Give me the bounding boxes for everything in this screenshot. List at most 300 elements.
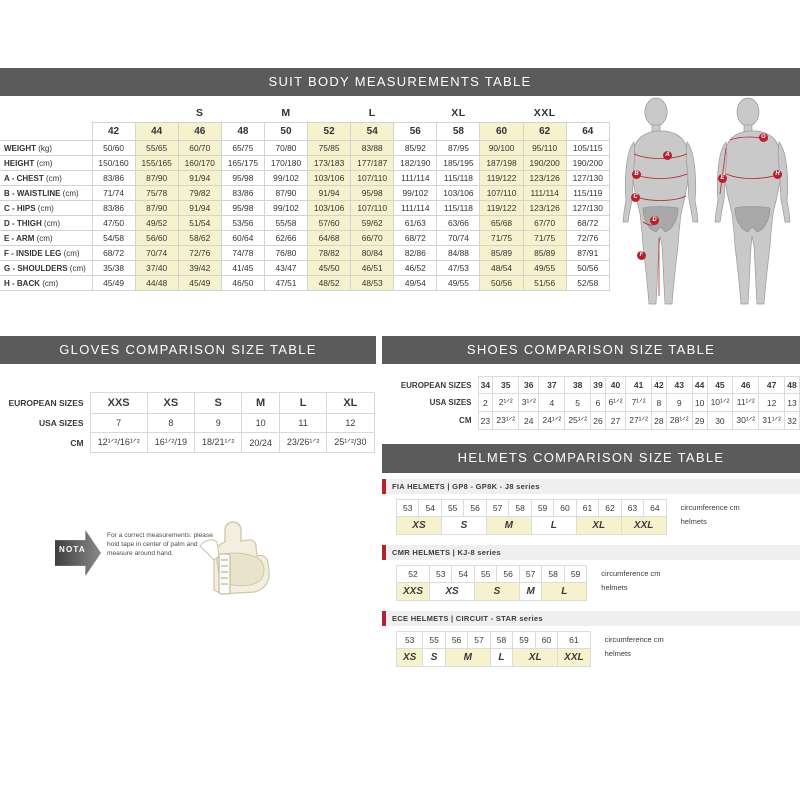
- shoes-eu-size: 34: [478, 377, 493, 394]
- helmet-circumference-row: [397, 631, 591, 648]
- suit-measurement-cell: 55/58: [264, 216, 307, 231]
- helmet-size-table: [396, 499, 667, 535]
- suit-measurement-cell: 48/54: [480, 261, 523, 276]
- suit-measurement-cell: 48/53: [351, 276, 394, 291]
- suit-measurement-cell: 65/75: [221, 141, 264, 156]
- suit-size-number: 58: [437, 123, 480, 141]
- helmet-circumference-cell: 64: [644, 499, 666, 516]
- gloves-usa-size: 12: [327, 414, 374, 433]
- shoes-eu-size: 47: [759, 377, 785, 394]
- suit-measurement-cell: 91/94: [308, 186, 351, 201]
- suit-table-row: [0, 156, 612, 171]
- shoes-cm-size: 28¹ᐟ²: [666, 412, 692, 430]
- suit-size-number: 48: [221, 123, 264, 141]
- point-c-marker: C: [631, 193, 640, 202]
- helmet-side-labels: [667, 499, 740, 530]
- helmet-size-table: [396, 565, 587, 601]
- suit-table-row: [0, 186, 612, 201]
- suit-measurement-cell: 107/110: [351, 201, 394, 216]
- helmet-circumference-cell: 57: [486, 499, 508, 516]
- suit-measurement-cell: 49/55: [523, 261, 566, 276]
- helmet-circumference-cell: 56: [445, 631, 467, 648]
- suit-measurement-cell: 103/106: [308, 201, 351, 216]
- shoes-eu-size: 39: [591, 377, 606, 394]
- suit-measurement-cell: 35/38: [92, 261, 135, 276]
- helmet-circumference-label: circumference cm: [601, 568, 661, 578]
- suit-size-number: 50: [264, 123, 307, 141]
- suit-measurement-cell: 173/183: [308, 156, 351, 171]
- gloves-usa-size: 8: [147, 414, 194, 433]
- suit-measurement-cell: 83/86: [221, 186, 264, 201]
- shoes-cm-size: 30¹ᐟ²: [733, 412, 759, 430]
- suit-measurement-cell: 115/118: [437, 201, 480, 216]
- point-d-marker: D: [650, 216, 659, 225]
- suit-measurement-cell: 45/50: [308, 261, 351, 276]
- shoes-usa-size: 12: [759, 394, 785, 412]
- helmet-sizes-label: helmets: [601, 582, 628, 592]
- suit-table-title: SUIT BODY MEASUREMENTS TABLE: [0, 68, 800, 96]
- shoes-row-label: CM: [459, 416, 472, 426]
- gloves-size-table: [1, 392, 374, 453]
- suit-measurement-cell: 71/75: [480, 231, 523, 246]
- helmet-size-cell: XL: [513, 648, 558, 666]
- shoes-cm-size: 24: [519, 412, 539, 430]
- suit-row-label: H - BACK (cm): [0, 276, 92, 291]
- suit-size-letter: [480, 104, 523, 123]
- suit-measurement-cell: 79/82: [178, 186, 221, 201]
- empty-corner: [0, 123, 92, 141]
- helmet-block-title: FIA HELMETS | GP8 - GP8K - J8 series: [382, 479, 800, 494]
- gloves-row-label: CM: [70, 437, 84, 448]
- gloves-cm-size: 20/24: [242, 433, 280, 453]
- helmet-size-row: [397, 582, 587, 600]
- suit-measurement-cell: 54/58: [92, 231, 135, 246]
- suit-row-label: C - HIPS (cm): [0, 201, 92, 216]
- shoes-row-label: EUROPEAN SIZES: [400, 380, 472, 390]
- suit-measurement-cell: 83/86: [92, 201, 135, 216]
- shoes-cm-size: 27: [605, 412, 625, 430]
- shoes-usa-size: 9: [666, 394, 692, 412]
- suit-measurement-cell: 71/74: [92, 186, 135, 201]
- gloves-cm-size: 12¹ᐟ²/16¹ᐟ²: [90, 433, 147, 453]
- hand-measure-illustration: [186, 516, 296, 596]
- shoes-eu-size: 46: [733, 377, 759, 394]
- helmets-table-title: HELMETS COMPARISON SIZE TABLE: [382, 444, 800, 472]
- point-f-marker: F: [637, 251, 646, 260]
- suit-measurement-cell: 39/42: [178, 261, 221, 276]
- suit-measurement-cell: 107/110: [351, 171, 394, 186]
- helmet-sizes-label: helmets: [680, 516, 707, 526]
- helmet-size-cell: L: [490, 648, 512, 666]
- suit-measurement-cell: 56/60: [135, 231, 178, 246]
- gloves-usa-size: 11: [279, 414, 326, 433]
- suit-body: [0, 96, 800, 331]
- helmet-block: [382, 479, 800, 539]
- suit-row-label: A - CHEST (cm): [0, 171, 92, 186]
- helmet-circumference-cell: 53: [430, 565, 452, 582]
- shoes-eu-size: 43: [666, 377, 692, 394]
- suit-measurement-cell: 160/170: [178, 156, 221, 171]
- suit-measurement-cell: 87/95: [437, 141, 480, 156]
- helmet-circumference-cell: 61: [576, 499, 598, 516]
- shoes-cm-size: 23: [478, 412, 493, 430]
- suit-measurement-cell: 107/110: [480, 186, 523, 201]
- helmet-circumference-cell: 59: [513, 631, 535, 648]
- helmet-circumference-cell: 58: [542, 565, 564, 582]
- suit-table-row: [0, 276, 612, 291]
- helmet-circumference-cell: 55: [441, 499, 463, 516]
- helmet-circumference-cell: 62: [599, 499, 621, 516]
- helmet-circumference-cell: 53: [397, 499, 419, 516]
- suit-size-letter: S: [196, 107, 204, 120]
- suit-measurement-cell: 150/160: [92, 156, 135, 171]
- suit-measurement-cell: 190/200: [566, 156, 609, 171]
- shoes-cm-size: 23¹ᐟ²: [493, 412, 519, 430]
- suit-measurement-cell: 46/50: [221, 276, 264, 291]
- suit-size-number-row: [0, 123, 612, 141]
- suit-measurement-cell: 82/86: [394, 246, 437, 261]
- suit-size-letter: L: [368, 107, 376, 120]
- suit-measurement-cell: 111/114: [523, 186, 566, 201]
- suit-measurement-cell: 83/88: [351, 141, 394, 156]
- helmet-grid: [382, 494, 800, 539]
- suit-measurement-cell: 95/98: [221, 171, 264, 186]
- suit-row-label: F - INSIDE LEG (cm): [0, 246, 92, 261]
- shoes-eu-size: 37: [539, 377, 565, 394]
- suit-measurement-cell: 50/56: [480, 276, 523, 291]
- nota-note-text: For a correct measurements: please hold tape in center of palm and measure around hand.: [107, 532, 213, 557]
- column-divider: [378, 336, 379, 756]
- point-e-marker: E: [718, 174, 727, 183]
- suit-measurement-cell: 185/195: [437, 156, 480, 171]
- suit-measurement-cell: 123/126: [523, 201, 566, 216]
- shoes-usa-size: 7¹ᐟ²: [626, 394, 652, 412]
- suit-measurement-cell: 105/115: [566, 141, 609, 156]
- helmet-size-cell: S: [441, 516, 486, 534]
- suit-measurement-cell: 182/190: [394, 156, 437, 171]
- helmet-side-labels: [587, 565, 660, 596]
- point-b-marker: B: [632, 170, 641, 179]
- helmet-block-title: CMR HELMETS | KJ-8 series: [382, 545, 800, 560]
- suit-size-number: 52: [308, 123, 351, 141]
- helmet-block-title: ECE HELMETS | CIRCUIT - STAR series: [382, 611, 800, 626]
- helmets-wrap: [382, 479, 800, 671]
- gloves-row-label: EUROPEAN SIZES: [8, 398, 84, 409]
- suit-measurement-cell: 127/130: [566, 201, 609, 216]
- helmet-circumference-cell: 55: [423, 631, 445, 648]
- point-g-marker: G: [759, 133, 768, 142]
- gloves-table-row: [1, 433, 374, 453]
- shoes-table-row: [382, 394, 800, 412]
- suit-size-letter: [135, 104, 178, 123]
- suit-size-letter: M: [281, 107, 291, 120]
- suit-measurement-cell: 71/75: [523, 231, 566, 246]
- helmet-circumference-cell: 60: [554, 499, 576, 516]
- gloves-usa-size: 9: [195, 414, 242, 433]
- helmet-circumference-cell: 55: [474, 565, 496, 582]
- suit-measurement-cell: 61/63: [394, 216, 437, 231]
- helmet-size-cell: XS: [430, 582, 475, 600]
- gloves-row-label: USA SIZES: [39, 418, 84, 429]
- suit-measurement-cell: 95/98: [351, 186, 394, 201]
- gloves-eu-size: XXS: [90, 393, 147, 414]
- suit-measurement-cell: 45/49: [92, 276, 135, 291]
- suit-measurement-cell: 91/94: [178, 201, 221, 216]
- shoes-usa-size: 2: [478, 394, 493, 412]
- suit-measurement-cell: 45/49: [178, 276, 221, 291]
- helmet-size-table: [396, 631, 591, 667]
- helmet-circumference-cell: 52: [397, 565, 430, 582]
- suit-measurement-cell: 87/91: [566, 246, 609, 261]
- gloves-usa-size: 10: [242, 414, 280, 433]
- suit-measurement-cell: 52/58: [566, 276, 609, 291]
- point-a-marker: A: [663, 151, 672, 160]
- suit-measurement-cell: 50/56: [566, 261, 609, 276]
- suit-measurement-cell: 46/51: [351, 261, 394, 276]
- suit-measurement-cell: 91/94: [178, 171, 221, 186]
- gloves-cm-size: 18/21¹ᐟ²: [195, 433, 242, 453]
- suit-measurement-cell: 63/66: [437, 216, 480, 231]
- suit-row-label: G - SHOULDERS (cm): [0, 261, 92, 276]
- helmet-circumference-label: circumference cm: [680, 502, 740, 512]
- suit-measurement-cell: 119/122: [480, 171, 523, 186]
- shoes-usa-size: 5: [565, 394, 591, 412]
- suit-measurement-cell: 72/76: [566, 231, 609, 246]
- suit-measurement-cell: 70/74: [135, 246, 178, 261]
- helmet-block: [382, 611, 800, 671]
- suit-size-letter: [566, 104, 609, 123]
- suit-measurement-cell: 59/62: [351, 216, 394, 231]
- suit-measurement-cell: 99/102: [264, 201, 307, 216]
- suit-measurement-cell: 170/180: [264, 156, 307, 171]
- suit-measurement-cell: 87/90: [135, 201, 178, 216]
- helmet-sizes-label: helmets: [604, 648, 631, 658]
- suit-row-label: B - WAISTLINE (cm): [0, 186, 92, 201]
- suit-measurement-cell: 49/52: [135, 216, 178, 231]
- helmet-circumference-cell: 57: [519, 565, 541, 582]
- suit-measurement-cell: 123/126: [523, 171, 566, 186]
- helmet-size-cell: XL: [576, 516, 621, 534]
- helmet-circumference-cell: 54: [419, 499, 441, 516]
- helmet-circumference-cell: 59: [564, 565, 586, 582]
- suit-measurement-cell: 74/78: [221, 246, 264, 261]
- gloves-cm-size: 16¹ᐟ²/19: [147, 433, 194, 453]
- suit-measurements-table: [0, 104, 612, 291]
- helmet-grid: [382, 626, 800, 671]
- suit-measurement-cell: 85/89: [523, 246, 566, 261]
- suit-table-row: [0, 231, 612, 246]
- gloves-eu-size: M: [242, 393, 280, 414]
- suit-measurement-cell: 115/119: [566, 186, 609, 201]
- shoes-cm-size: 26: [591, 412, 606, 430]
- suit-row-label: HEIGHT (cm): [0, 156, 92, 171]
- suit-measurement-cell: 48/52: [308, 276, 351, 291]
- suit-measurement-cell: 57/60: [308, 216, 351, 231]
- suit-size-number: 64: [566, 123, 609, 141]
- suit-size-letter-row: [0, 104, 612, 123]
- suit-measurement-cell: 78/82: [308, 246, 351, 261]
- suit-measurement-cell: 103/106: [437, 186, 480, 201]
- suit-measurement-cell: 62/66: [264, 231, 307, 246]
- suit-measurement-cell: 87/90: [135, 171, 178, 186]
- shoes-usa-size: 10: [692, 394, 707, 412]
- helmet-circumference-label: circumference cm: [604, 634, 664, 644]
- suit-measurement-cell: 67/70: [523, 216, 566, 231]
- suit-measurement-cell: 60/70: [178, 141, 221, 156]
- suit-size-letter: [308, 104, 351, 123]
- helmet-circumference-cell: 58: [509, 499, 531, 516]
- helmet-size-cell: XS: [397, 516, 442, 534]
- suit-measurement-cell: 47/50: [92, 216, 135, 231]
- suit-measurement-cell: 83/86: [92, 171, 135, 186]
- suit-size-letter: [394, 104, 437, 123]
- gloves-cm-size: 25¹ᐟ²/30: [327, 433, 374, 453]
- shoes-usa-size: 8: [652, 394, 667, 412]
- suit-measurement-cell: 76/80: [264, 246, 307, 261]
- suit-measurement-cell: 53/56: [221, 216, 264, 231]
- suit-measurement-cell: 95/110: [523, 141, 566, 156]
- suit-size-number: 42: [92, 123, 135, 141]
- suit-measurement-cell: 103/106: [308, 171, 351, 186]
- helmet-size-cell: XXL: [621, 516, 666, 534]
- shoes-table-row: [382, 377, 800, 394]
- suit-measurement-cell: 66/70: [351, 231, 394, 246]
- nota-label: NOTA: [59, 545, 86, 554]
- suit-measurement-cell: 90/100: [480, 141, 523, 156]
- suit-measurement-cell: 99/102: [394, 186, 437, 201]
- gloves-eu-size: S: [195, 393, 242, 414]
- shoes-cm-size: 24¹ᐟ²: [539, 412, 565, 430]
- helmet-circumference-cell: 53: [397, 631, 423, 648]
- shoes-cm-size: 29: [692, 412, 707, 430]
- shoes-usa-size: 4: [539, 394, 565, 412]
- suit-table-row: [0, 201, 612, 216]
- suit-row-label: E - ARM (cm): [0, 231, 92, 246]
- gloves-table-row: [1, 414, 374, 433]
- suit-table-row: [0, 261, 612, 276]
- suit-measurement-cell: 119/122: [480, 201, 523, 216]
- suit-measurement-cell: 165/175: [221, 156, 264, 171]
- shoes-eu-size: 44: [692, 377, 707, 394]
- shoes-cm-size: 28: [652, 412, 667, 430]
- suit-measurement-cell: 50/60: [92, 141, 135, 156]
- gloves-section: [0, 336, 376, 557]
- point-h-marker: H: [773, 170, 782, 179]
- helmet-circumference-cell: 58: [490, 631, 512, 648]
- helmet-size-cell: M: [445, 648, 490, 666]
- shoes-usa-size: 13: [785, 394, 800, 412]
- suit-size-letter: XXL: [533, 107, 556, 120]
- suit-row-label: D - THIGH (cm): [0, 216, 92, 231]
- shoes-cm-size: 25¹ᐟ²: [565, 412, 591, 430]
- suit-table-row: [0, 216, 612, 231]
- shoes-eu-size: 41: [626, 377, 652, 394]
- helmet-grid: [382, 560, 800, 605]
- suit-table-row: [0, 171, 612, 186]
- suit-measurement-cell: 70/74: [437, 231, 480, 246]
- helmet-circumference-cell: 54: [452, 565, 474, 582]
- helmet-circumference-cell: 60: [535, 631, 557, 648]
- suit-size-number: 44: [135, 123, 178, 141]
- suit-measurement-cell: 75/85: [308, 141, 351, 156]
- suit-size-letter: [92, 104, 135, 123]
- helmet-circumference-cell: 56: [497, 565, 519, 582]
- helmet-circumference-cell: 56: [464, 499, 486, 516]
- suit-size-number: 46: [178, 123, 221, 141]
- shoes-eu-size: 36: [519, 377, 539, 394]
- suit-size-letter: [221, 104, 264, 123]
- helmet-size-row: [397, 516, 667, 534]
- helmet-size-cell: M: [519, 582, 541, 600]
- right-column: [382, 336, 800, 671]
- suit-table-wrap: [0, 96, 612, 331]
- suit-measurement-cell: 75/78: [135, 186, 178, 201]
- suit-measurement-cell: 51/56: [523, 276, 566, 291]
- shoes-usa-size: 11¹ᐟ²: [733, 394, 759, 412]
- suit-measurement-cell: 95/98: [221, 201, 264, 216]
- suit-measurement-cell: 60/64: [221, 231, 264, 246]
- suit-measurement-cell: 49/54: [394, 276, 437, 291]
- suit-measurement-cell: 85/89: [480, 246, 523, 261]
- suit-size-number: 54: [351, 123, 394, 141]
- shoes-eu-size: 38: [565, 377, 591, 394]
- gloves-table-row: [1, 393, 374, 414]
- suit-measurement-cell: 58/62: [178, 231, 221, 246]
- shoes-usa-size: 3¹ᐟ²: [519, 394, 539, 412]
- suit-measurement-cell: 47/51: [264, 276, 307, 291]
- suit-table-row: [0, 141, 612, 156]
- suit-measurement-cell: 41/45: [221, 261, 264, 276]
- helmet-block: [382, 545, 800, 605]
- helmet-size-cell: XS: [397, 648, 423, 666]
- shoes-usa-size: 10¹ᐟ²: [707, 394, 733, 412]
- shoes-cm-size: 27¹ᐟ²: [626, 412, 652, 430]
- helmet-size-cell: L: [542, 582, 587, 600]
- helmet-size-cell: S: [423, 648, 445, 666]
- suit-measurement-cell: 85/92: [394, 141, 437, 156]
- shoes-eu-size: 35: [493, 377, 519, 394]
- suit-row-label: WEIGHT (kg): [0, 141, 92, 156]
- helmet-circumference-cell: 63: [621, 499, 643, 516]
- suit-measurement-cell: 187/198: [480, 156, 523, 171]
- shoes-cm-size: 32: [785, 412, 800, 430]
- suit-measurement-cell: 111/114: [394, 201, 437, 216]
- suit-table-row: [0, 246, 612, 261]
- suit-measurement-cell: 46/52: [394, 261, 437, 276]
- gloves-usa-size: 7: [90, 414, 147, 433]
- gloves-cm-size: 23/26¹ᐟ²: [279, 433, 326, 453]
- suit-size-letter: XL: [451, 107, 466, 120]
- suit-size-number: 56: [394, 123, 437, 141]
- shoes-usa-size: 6: [591, 394, 606, 412]
- gloves-table-title: GLOVES COMPARISON SIZE TABLE: [0, 336, 376, 364]
- helmet-size-cell: M: [486, 516, 531, 534]
- shoes-usa-size: 2¹ᐟ²: [493, 394, 519, 412]
- suit-measurement-cell: 65/68: [480, 216, 523, 231]
- suit-measurement-cell: 155/165: [135, 156, 178, 171]
- suit-measurement-cell: 80/84: [351, 246, 394, 261]
- shoes-eu-size: 42: [652, 377, 667, 394]
- suit-measurement-cell: 68/72: [566, 216, 609, 231]
- gloves-eu-size: L: [279, 393, 326, 414]
- helmet-side-labels: [591, 631, 664, 662]
- helmet-size-cell: XXL: [558, 648, 590, 666]
- suit-measurement-cell: 84/88: [437, 246, 480, 261]
- helmet-size-row: [397, 648, 591, 666]
- helmet-circumference-row: [397, 499, 667, 516]
- shoes-eu-size: 48: [785, 377, 800, 394]
- helmet-circumference-cell: 61: [558, 631, 590, 648]
